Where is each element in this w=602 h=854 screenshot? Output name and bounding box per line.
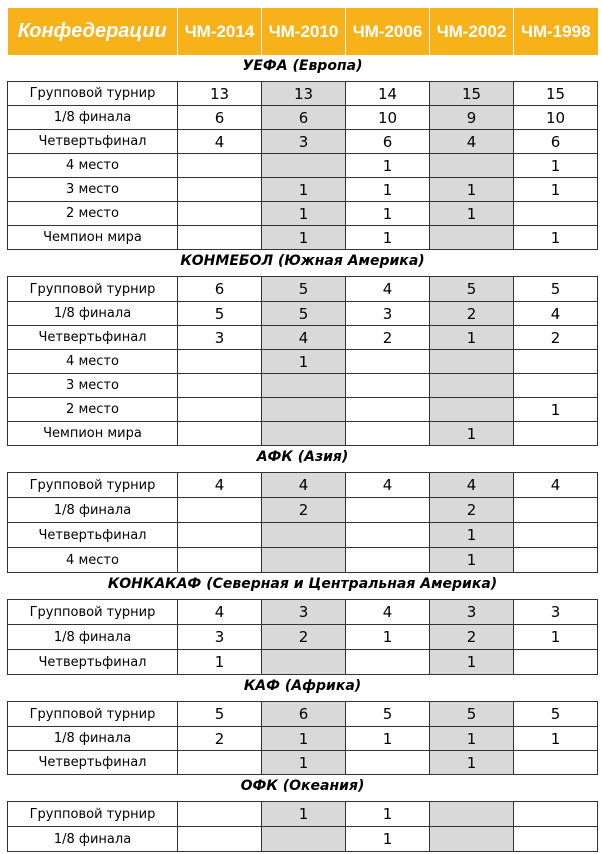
value-cell: [262, 548, 346, 573]
value-cell: 3: [262, 600, 346, 625]
table-row: [8, 226, 598, 250]
value-cell: 5: [514, 277, 598, 302]
value-cell: [262, 374, 346, 398]
world-cup-confederations-table: [7, 8, 598, 852]
value-cell: [430, 827, 514, 852]
value-cell: 5: [262, 277, 346, 302]
value-cell: 1: [262, 202, 346, 226]
value-cell: 1: [178, 650, 262, 675]
table-row: [8, 350, 598, 374]
stage-label: Чемпион мира: [8, 422, 178, 446]
value-cell: 1: [346, 827, 430, 852]
stage-label: Групповой турнир: [8, 802, 178, 827]
table-row: [8, 751, 598, 775]
value-cell: 1: [346, 202, 430, 226]
value-cell: 5: [178, 302, 262, 326]
header-confederations: Конфедерации: [8, 8, 178, 55]
stage-label: Групповой турнир: [8, 600, 178, 625]
value-cell: 2: [178, 727, 262, 751]
table-row: [8, 374, 598, 398]
value-cell: 3: [514, 600, 598, 625]
table-row: [8, 178, 598, 202]
value-cell: [430, 398, 514, 422]
value-cell: 5: [514, 702, 598, 727]
stage-label: 2 место: [8, 202, 178, 226]
value-cell: 1: [346, 178, 430, 202]
table-row: [8, 398, 598, 422]
value-cell: [346, 398, 430, 422]
value-cell: 4: [346, 600, 430, 625]
value-cell: [514, 548, 598, 573]
table-row: [8, 130, 598, 154]
value-cell: 1: [430, 202, 514, 226]
confederation-title-row: [8, 250, 598, 273]
stage-label: 1/8 финала: [8, 106, 178, 130]
value-cell: 1: [430, 523, 514, 548]
value-cell: 4: [346, 473, 430, 498]
table-row: [8, 326, 598, 350]
confederation-title-row: [8, 675, 598, 698]
value-cell: [346, 374, 430, 398]
value-cell: 1: [346, 727, 430, 751]
value-cell: [262, 650, 346, 675]
table-row: [8, 702, 598, 727]
value-cell: 1: [346, 226, 430, 250]
value-cell: [514, 498, 598, 523]
value-cell: 1: [346, 802, 430, 827]
value-cell: [514, 202, 598, 226]
value-cell: [178, 498, 262, 523]
value-cell: 4: [178, 473, 262, 498]
table-row: [8, 154, 598, 178]
stage-label: Групповой турнир: [8, 277, 178, 302]
value-cell: [514, 350, 598, 374]
value-cell: [262, 422, 346, 446]
confederation-title-row: [8, 573, 598, 596]
value-cell: 1: [514, 727, 598, 751]
value-cell: [178, 154, 262, 178]
value-cell: 3: [262, 130, 346, 154]
value-cell: 2: [262, 498, 346, 523]
value-cell: [178, 523, 262, 548]
value-cell: [346, 523, 430, 548]
confederation-title: КОНМЕБОЛ (Южная Америка): [180, 253, 425, 269]
table-row: [8, 650, 598, 675]
value-cell: 15: [514, 82, 598, 106]
header-year-2014: ЧМ-2014: [178, 8, 262, 55]
value-cell: 4: [430, 130, 514, 154]
stage-label: 2 место: [8, 398, 178, 422]
value-cell: 1: [262, 350, 346, 374]
stage-label: Групповой турнир: [8, 473, 178, 498]
value-cell: 1: [514, 226, 598, 250]
value-cell: 1: [430, 727, 514, 751]
table-row: [8, 523, 598, 548]
value-cell: 6: [346, 130, 430, 154]
stage-label: 1/8 финала: [8, 302, 178, 326]
value-cell: [262, 523, 346, 548]
value-cell: 4: [514, 473, 598, 498]
stage-label: 3 место: [8, 374, 178, 398]
value-cell: [262, 154, 346, 178]
value-cell: [178, 178, 262, 202]
table-row: [8, 727, 598, 751]
value-cell: 13: [262, 82, 346, 106]
value-cell: 4: [178, 600, 262, 625]
stage-label: Четвертьфинал: [8, 751, 178, 775]
confederation-title: ОФК (Океания): [240, 778, 365, 794]
value-cell: [430, 226, 514, 250]
value-cell: 5: [430, 702, 514, 727]
value-cell: 2: [262, 625, 346, 650]
value-cell: 1: [262, 178, 346, 202]
value-cell: 5: [346, 702, 430, 727]
value-cell: 4: [178, 130, 262, 154]
value-cell: 1: [430, 650, 514, 675]
value-cell: 1: [430, 178, 514, 202]
header-year-2002: ЧМ-2002: [430, 8, 514, 55]
table-row: [8, 106, 598, 130]
value-cell: [346, 548, 430, 573]
table-row: [8, 82, 598, 106]
value-cell: 5: [430, 277, 514, 302]
table-row: [8, 498, 598, 523]
value-cell: [262, 398, 346, 422]
confederation-title: АФК (Азия): [256, 449, 349, 465]
value-cell: [514, 802, 598, 827]
value-cell: 14: [346, 82, 430, 106]
world-cup-confederations-table-container: [7, 8, 597, 852]
value-cell: 5: [262, 302, 346, 326]
value-cell: [178, 374, 262, 398]
table-row: [8, 422, 598, 446]
value-cell: [346, 650, 430, 675]
value-cell: [514, 650, 598, 675]
header-row: [8, 8, 598, 55]
value-cell: [430, 374, 514, 398]
stage-label: Четвертьфинал: [8, 130, 178, 154]
table-row: [8, 473, 598, 498]
value-cell: 2: [430, 625, 514, 650]
value-cell: 15: [430, 82, 514, 106]
value-cell: 3: [178, 625, 262, 650]
confederation-title-row: [8, 775, 598, 798]
stage-label: 4 место: [8, 350, 178, 374]
value-cell: 2: [514, 326, 598, 350]
value-cell: 1: [430, 326, 514, 350]
value-cell: 1: [514, 154, 598, 178]
value-cell: 6: [514, 130, 598, 154]
value-cell: [430, 154, 514, 178]
value-cell: [514, 523, 598, 548]
value-cell: 3: [178, 326, 262, 350]
table-row: [8, 625, 598, 650]
value-cell: 1: [346, 154, 430, 178]
value-cell: [514, 422, 598, 446]
value-cell: 1: [346, 625, 430, 650]
value-cell: 4: [430, 473, 514, 498]
value-cell: 1: [430, 548, 514, 573]
value-cell: 10: [346, 106, 430, 130]
stage-label: 1/8 финала: [8, 827, 178, 852]
value-cell: 3: [346, 302, 430, 326]
value-cell: 10: [514, 106, 598, 130]
value-cell: 13: [178, 82, 262, 106]
value-cell: [346, 422, 430, 446]
value-cell: [178, 350, 262, 374]
value-cell: [178, 751, 262, 775]
table-row: [8, 827, 598, 852]
value-cell: [514, 751, 598, 775]
value-cell: 1: [262, 751, 346, 775]
value-cell: [430, 350, 514, 374]
value-cell: [178, 202, 262, 226]
value-cell: 5: [178, 702, 262, 727]
confederation-title: КАФ (Африка): [243, 678, 362, 694]
value-cell: [178, 226, 262, 250]
value-cell: 1: [514, 178, 598, 202]
confederation-title: УЕФА (Европа): [242, 58, 363, 74]
header-year-1998: ЧМ-1998: [514, 8, 598, 55]
value-cell: 1: [262, 802, 346, 827]
table-body: [8, 55, 598, 852]
value-cell: [346, 498, 430, 523]
stage-label: 1/8 финала: [8, 498, 178, 523]
stage-label: 3 место: [8, 178, 178, 202]
value-cell: [178, 398, 262, 422]
confederation-title-row: [8, 55, 598, 77]
stage-label: 4 место: [8, 548, 178, 573]
table-row: [8, 302, 598, 326]
table-row: [8, 548, 598, 573]
value-cell: 4: [346, 277, 430, 302]
value-cell: 1: [430, 751, 514, 775]
value-cell: 4: [262, 473, 346, 498]
value-cell: 4: [514, 302, 598, 326]
value-cell: [346, 751, 430, 775]
value-cell: 2: [430, 302, 514, 326]
stage-label: Групповой турнир: [8, 702, 178, 727]
stage-label: Чемпион мира: [8, 226, 178, 250]
value-cell: 6: [262, 702, 346, 727]
table-row: [8, 202, 598, 226]
stage-label: 1/8 финала: [8, 625, 178, 650]
stage-label: 1/8 финала: [8, 727, 178, 751]
value-cell: [514, 374, 598, 398]
value-cell: 2: [430, 498, 514, 523]
value-cell: [178, 548, 262, 573]
header-year-2006: ЧМ-2006: [346, 8, 430, 55]
value-cell: 4: [262, 326, 346, 350]
confederation-title: КОНКАКАФ (Северная и Центральная Америка): [107, 576, 498, 592]
value-cell: 1: [262, 226, 346, 250]
stage-label: 4 место: [8, 154, 178, 178]
value-cell: 9: [430, 106, 514, 130]
value-cell: 1: [514, 625, 598, 650]
value-cell: 1: [514, 398, 598, 422]
value-cell: 3: [430, 600, 514, 625]
value-cell: [514, 827, 598, 852]
header-year-2010: ЧМ-2010: [262, 8, 346, 55]
value-cell: 6: [178, 106, 262, 130]
table-row: [8, 802, 598, 827]
value-cell: 6: [262, 106, 346, 130]
confederation-title-row: [8, 446, 598, 469]
value-cell: [346, 350, 430, 374]
value-cell: 1: [262, 727, 346, 751]
value-cell: [178, 827, 262, 852]
table-row: [8, 600, 598, 625]
value-cell: [262, 827, 346, 852]
value-cell: 1: [430, 422, 514, 446]
stage-label: Четвертьфинал: [8, 650, 178, 675]
value-cell: [430, 802, 514, 827]
table-row: [8, 277, 598, 302]
stage-label: Групповой турнир: [8, 82, 178, 106]
value-cell: 2: [346, 326, 430, 350]
table-header: [8, 8, 598, 55]
value-cell: [178, 422, 262, 446]
stage-label: Четвертьфинал: [8, 326, 178, 350]
value-cell: 6: [178, 277, 262, 302]
value-cell: [178, 802, 262, 827]
stage-label: Четвертьфинал: [8, 523, 178, 548]
